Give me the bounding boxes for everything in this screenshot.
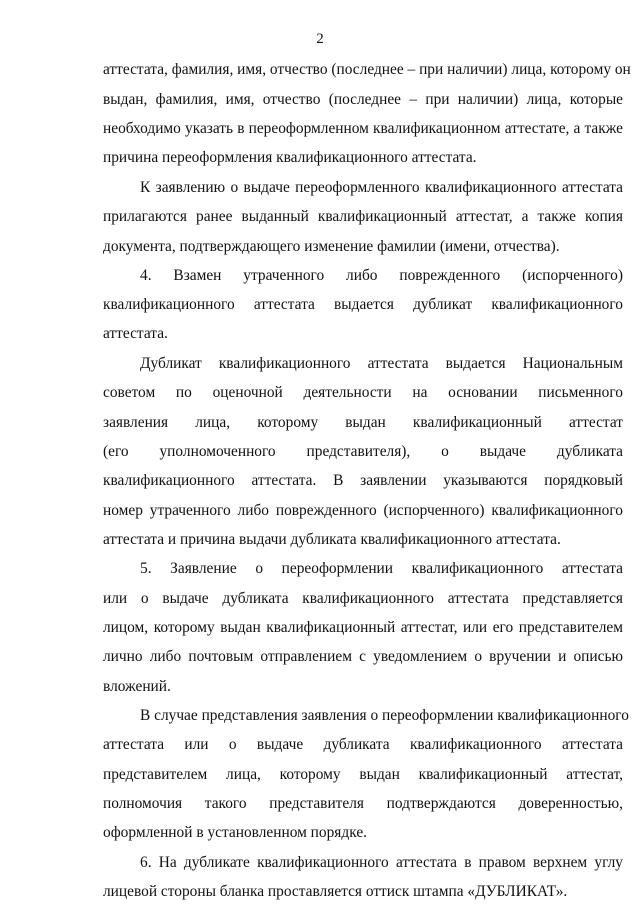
text-line: или о выдаче дубликата квалификационного аттестата представляется — [103, 590, 623, 607]
text-line: советом по оценочной деятельности на основании письменного — [103, 384, 623, 401]
text-line: необходимо указать в переоформленном квалификационном аттестате, а также — [103, 120, 623, 137]
text-line: 6. На дубликате квалификационного аттестата в правом верхнем углу — [140, 854, 623, 871]
text-line: причина переоформления квалификационного аттестата. — [103, 149, 477, 166]
text-line: полномочия такого представителя подтверждаются доверенностью, — [103, 795, 623, 812]
page-number: 2 — [316, 31, 324, 47]
text-line: выдан, фамилия, имя, отчество (последнее – при наличии) лица, которые — [103, 91, 623, 108]
text-line: квалификационного аттестата. В заявлении указываются порядковый — [103, 472, 623, 489]
text-line: квалификационного аттестата выдается дубликат квалификационного — [103, 296, 623, 313]
text-line: лицевой стороны бланка проставляется оттиск штампа «ДУБЛИКАТ». — [103, 883, 568, 900]
text-line: (его уполномоченного представителя), о выдаче дубликата — [103, 443, 623, 460]
text-line: аттестата и причина выдачи дубликата квалификационного аттестата. — [103, 531, 561, 548]
text-line: оформленной в установленном порядке. — [103, 824, 367, 841]
text-line: Дубликат квалификационного аттестата выдается Национальным — [140, 355, 623, 372]
text-line: прилагаются ранее выданный квалификационный аттестат, а также копия — [103, 208, 623, 225]
text-line: лично либо почтовым отправлением с уведомлением о вручении и описью — [103, 648, 623, 665]
text-line: аттестата или о выдаче дубликата квалификационного аттестата — [103, 736, 623, 753]
text-line: лицом, которому выдан квалификационный аттестат, или его представителем — [103, 619, 623, 636]
text-line: В случае представления заявления о переоформлении квалификационного — [140, 707, 629, 724]
text-line: заявления лица, которому выдан квалификационный аттестат — [103, 414, 623, 431]
text-line: 4. Взамен утраченного либо поврежденного (испорченного) — [140, 267, 623, 284]
text-line: номер утраченного либо поврежденного (испорченного) квалификационного — [103, 502, 623, 519]
text-line: вложений. — [103, 678, 171, 695]
text-line: представителем лица, которому выдан квалификационный аттестат, — [103, 766, 623, 783]
text-line: 5. Заявление о переоформлении квалификационного аттестата — [140, 560, 623, 577]
text-line: аттестата, фамилия, имя, отчество (последнее – при наличии) лица, которому он — [103, 61, 631, 78]
text-line: К заявлению о выдаче переоформленного квалификационного аттестата — [140, 179, 623, 196]
text-line: документа, подтверждающего изменение фамилии (имени, отчества). — [103, 238, 560, 255]
text-line: аттестата. — [103, 325, 168, 342]
